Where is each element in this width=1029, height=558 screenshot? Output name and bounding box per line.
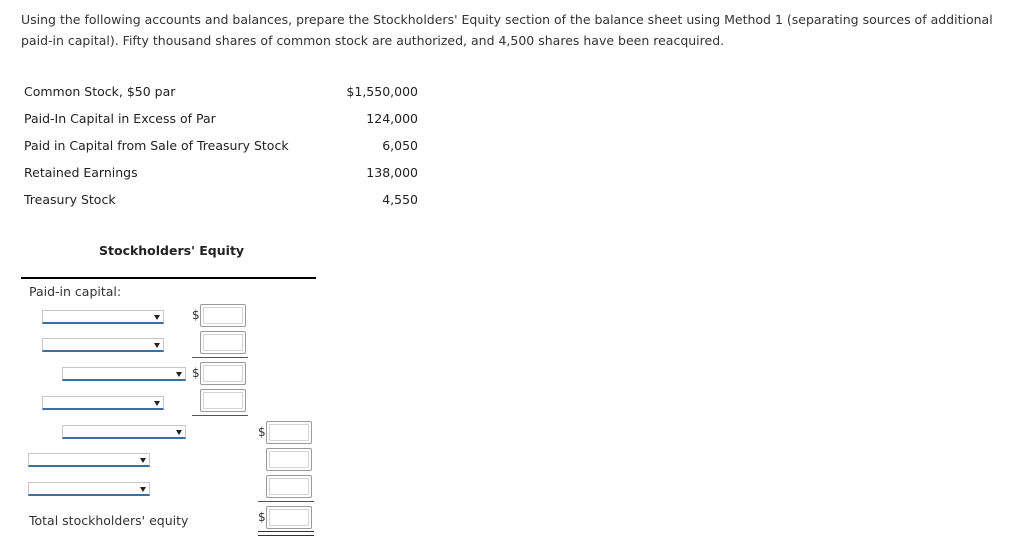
- dollar-sign: $: [192, 366, 200, 380]
- paid-in-capital-label: Paid-in capital:: [29, 284, 122, 299]
- total-equity-label: Total stockholders' equity: [29, 513, 189, 528]
- total-equity-input[interactable]: [266, 506, 312, 529]
- dollar-sign: $: [258, 510, 266, 524]
- account-select[interactable]: [42, 396, 164, 410]
- account-name: Paid in Capital from Sale of Treasury Stock: [24, 138, 289, 153]
- underline: [258, 501, 314, 502]
- amount-input[interactable]: [200, 389, 246, 412]
- amount-input[interactable]: [266, 421, 312, 444]
- amount-input[interactable]: [200, 304, 246, 327]
- chevron-down-icon: [140, 458, 146, 463]
- chevron-down-icon: [154, 343, 160, 348]
- amount-input[interactable]: [266, 475, 312, 498]
- account-amount: 4,550: [382, 192, 418, 207]
- account-name: Retained Earnings: [24, 165, 138, 180]
- amount-input[interactable]: [200, 331, 246, 354]
- account-select[interactable]: [62, 425, 186, 439]
- chevron-down-icon: [140, 487, 146, 492]
- account-amount: $1,550,000: [346, 84, 418, 99]
- account-select[interactable]: [42, 310, 164, 324]
- section-title: Stockholders' Equity: [99, 243, 245, 258]
- amount-input[interactable]: [266, 448, 312, 471]
- chevron-down-icon: [176, 430, 182, 435]
- section-divider: [21, 277, 316, 279]
- chevron-down-icon: [154, 315, 160, 320]
- account-name: Treasury Stock: [24, 192, 116, 207]
- chevron-down-icon: [154, 401, 160, 406]
- double-underline: [258, 531, 314, 536]
- account-amount: 138,000: [366, 165, 418, 180]
- account-select[interactable]: [62, 367, 186, 381]
- chevron-down-icon: [176, 372, 182, 377]
- underline: [192, 415, 248, 416]
- instructions-text: Using the following accounts and balances, prepare the Stockholders' Equity section of the balance sheet using Method 1 (separating sources of additional paid-in capital). Fifty thousand shares of common stock are authorized, and 4,500 shares have been reacquired.: [21, 12, 993, 48]
- account-select[interactable]: [28, 482, 150, 496]
- amount-input[interactable]: [200, 362, 246, 385]
- account-select[interactable]: [28, 453, 150, 467]
- underline: [192, 357, 248, 358]
- account-amount: 6,050: [382, 138, 418, 153]
- dollar-sign: $: [258, 425, 266, 439]
- account-select[interactable]: [42, 338, 164, 352]
- account-amount: 124,000: [366, 111, 418, 126]
- dollar-sign: $: [192, 308, 200, 322]
- account-name: Paid-In Capital in Excess of Par: [24, 111, 216, 126]
- account-name: Common Stock, $50 par: [24, 84, 176, 99]
